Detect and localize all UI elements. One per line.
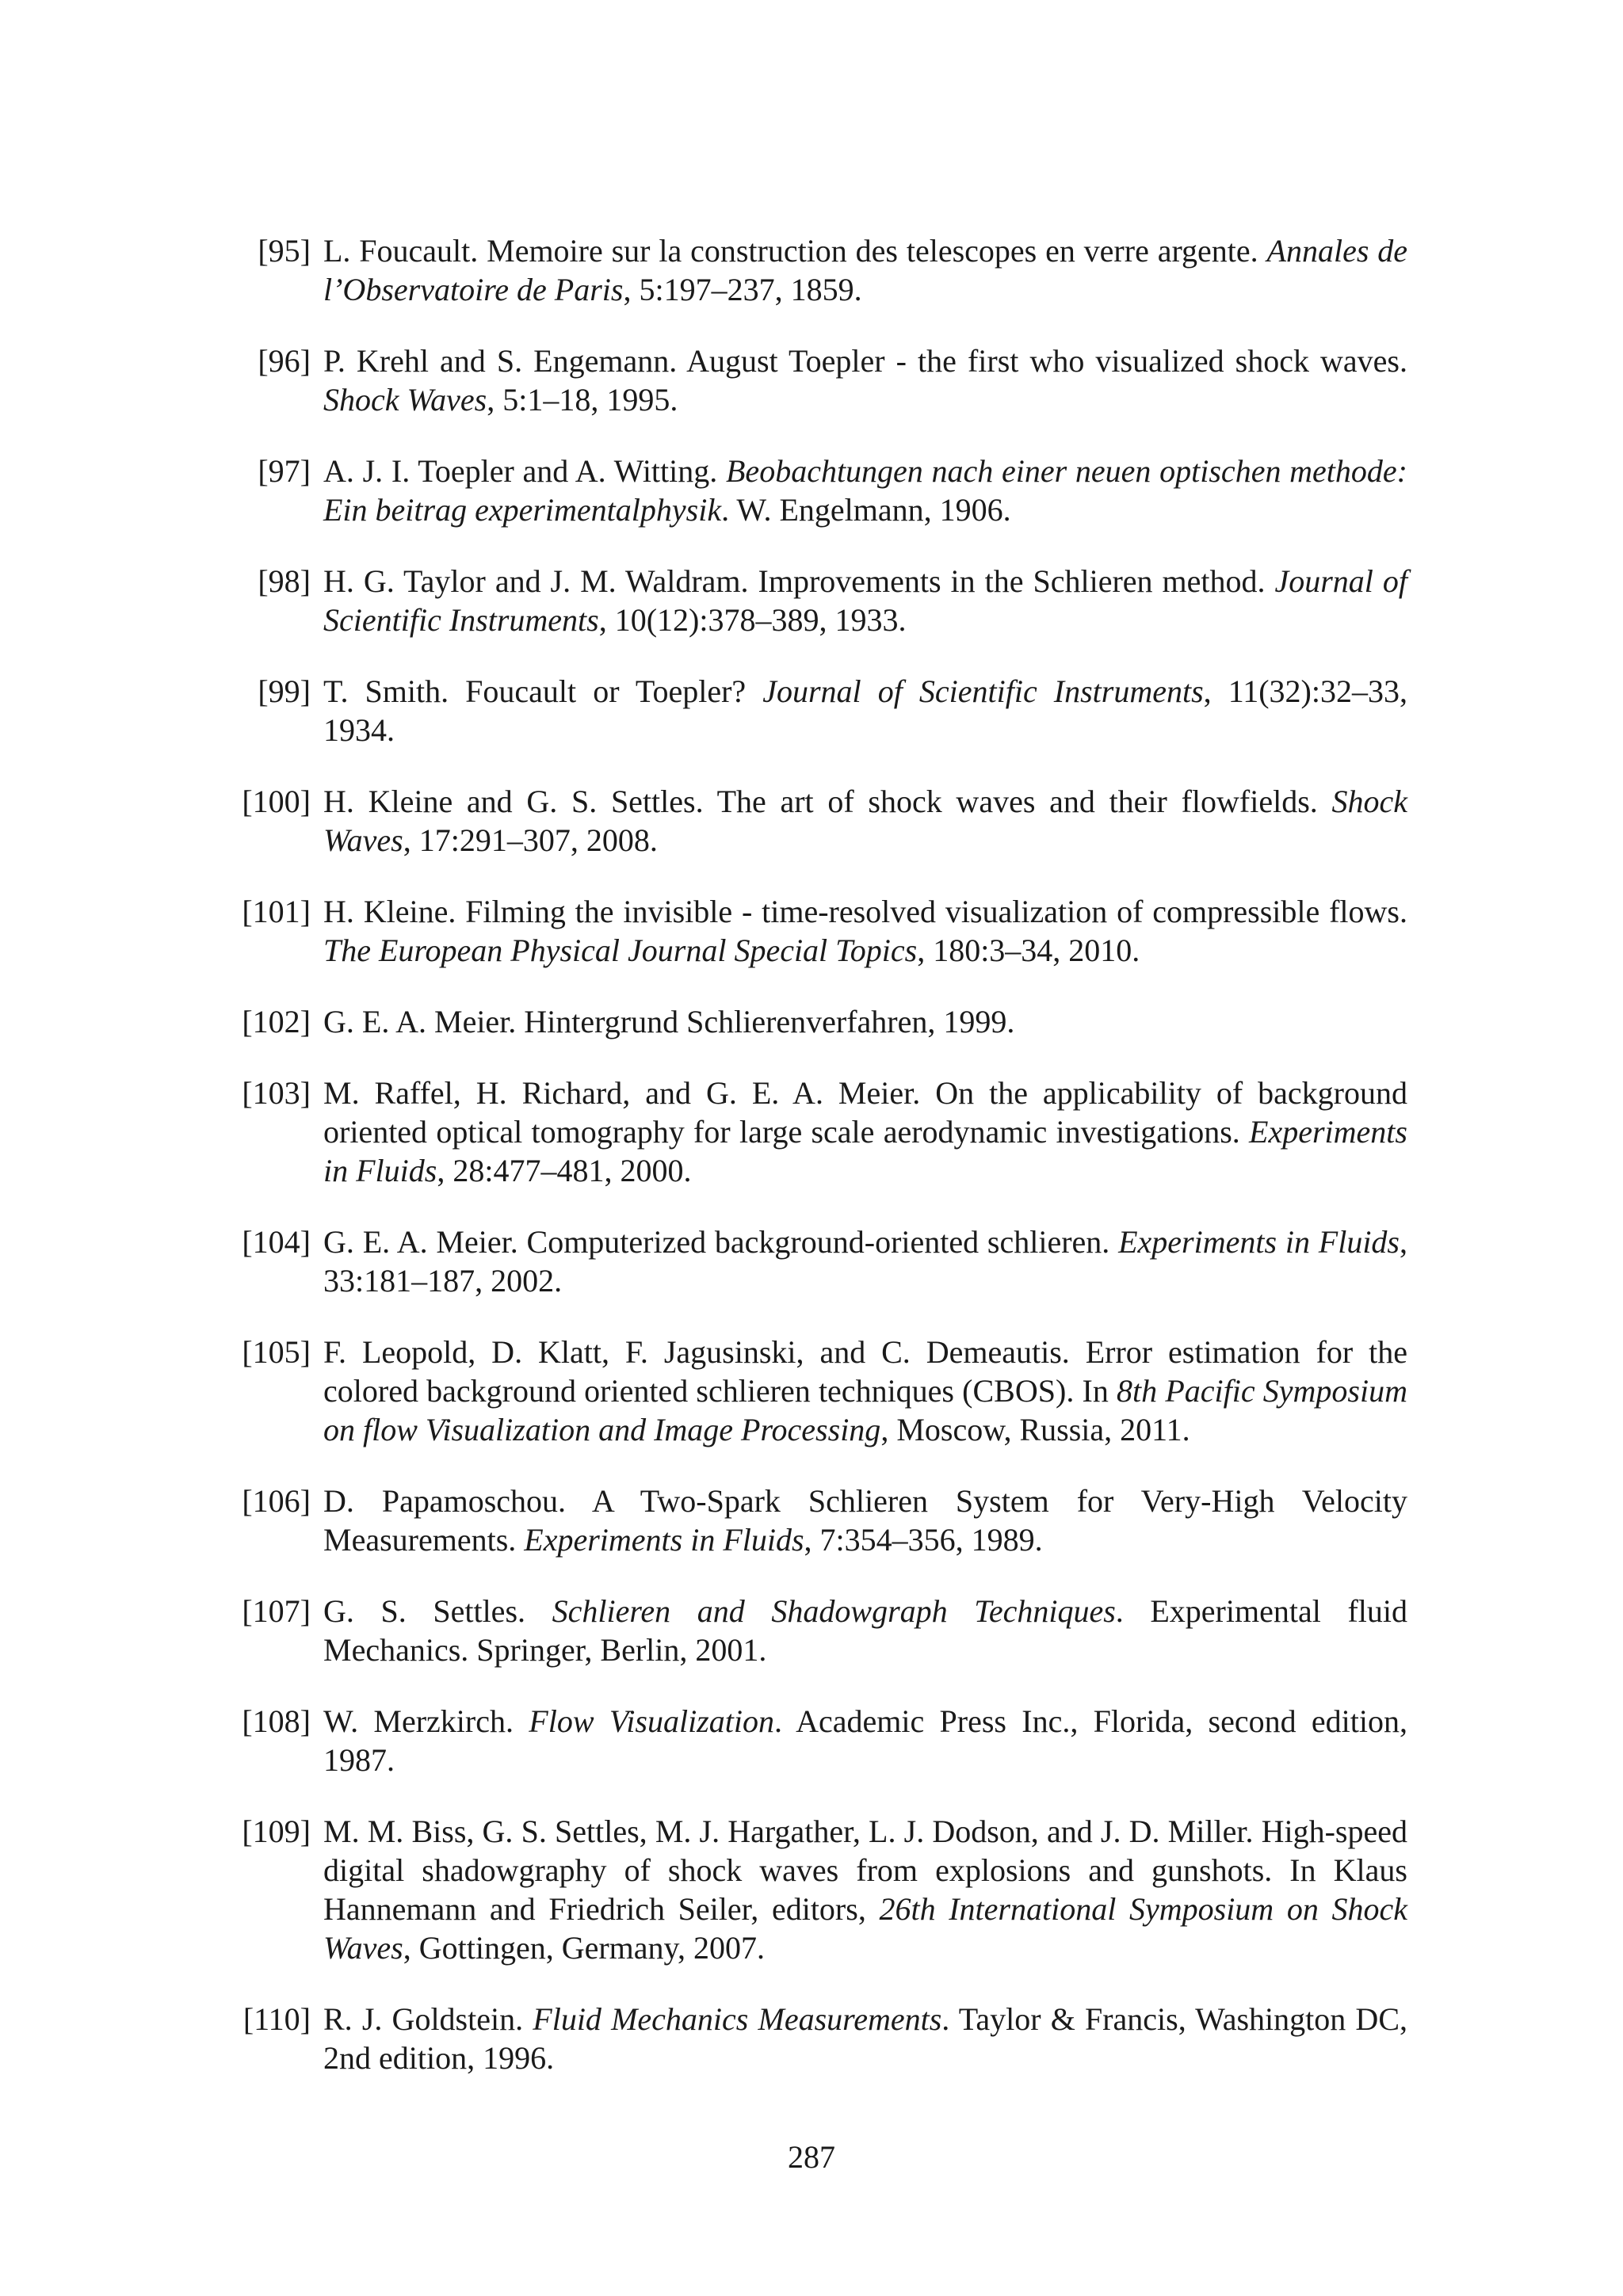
reference-text-segment: . Taylor & Francis, Washington DC, 2nd edition, 1996. [323, 2001, 1407, 2076]
reference-text-segment: , 5:1–18, 1995. [487, 382, 678, 418]
reference-text-segment: , 28:477–481, 2000. [437, 1153, 692, 1188]
reference-entry [238, 1333, 1407, 1449]
reference-text-segment: . W. Engelmann, 1906. [721, 492, 1011, 528]
reference-source-title: Experiments in Fluids [323, 1114, 1407, 1188]
reference-source-title: 26th International Symposium on Shock Waves [323, 1891, 1408, 1966]
reference-text [323, 784, 1407, 858]
reference-source-title: Journal of Scientific Instruments [323, 563, 1408, 638]
reference-text-segment: D. Papamoschou. A Two-Spark Schlieren System for Very-High Velocity Measurements. [323, 1483, 1407, 1558]
reference-text-segment: , 5:197–237, 1859. [623, 272, 862, 307]
reference-text-segment: H. G. Taylor and J. M. Waldram. Improvements in the Schlieren method. [323, 563, 1275, 599]
reference-entry [238, 1812, 1407, 1967]
reference-entry [238, 231, 1407, 309]
reference-text-segment: , 17:291–307, 2008. [403, 822, 658, 858]
reference-number: [110] [242, 2001, 311, 2037]
page-number: 287 [788, 2139, 835, 2175]
reference-number: [97] [258, 453, 311, 489]
reference-number: [99] [258, 673, 311, 709]
reference-text-segment: T. Smith. Foucault or Toepler? [323, 673, 763, 709]
reference-text [323, 343, 1407, 418]
reference-text-segment: , Moscow, Russia, 2011. [880, 1412, 1190, 1447]
reference-number: [96] [258, 343, 311, 379]
reference-text-segment: G. S. Settles. [323, 1593, 552, 1629]
reference-source-title: Journal of Scientific Instruments [762, 673, 1204, 709]
reference-number: [104] [242, 1224, 311, 1260]
reference-source-title: Flow Visualization [529, 1703, 774, 1739]
reference-number: [103] [242, 1075, 311, 1111]
reference-entry [238, 2000, 1407, 2077]
reference-list [238, 231, 1407, 2110]
reference-text [323, 1334, 1407, 1447]
reference-number: [95] [258, 233, 311, 269]
reference-text-segment: P. Krehl and S. Engemann. August Toepler - the first who visualized shock waves. [323, 343, 1407, 379]
reference-entry [238, 341, 1407, 419]
reference-entry [238, 1702, 1407, 1779]
reference-number: [101] [242, 894, 311, 929]
reference-text [323, 2001, 1407, 2076]
reference-text [323, 1224, 1407, 1299]
reference-source-title: 8th Pacific Symposium on flow Visualization and Image Processing [323, 1373, 1407, 1447]
reference-text [323, 563, 1407, 638]
reference-text [323, 1075, 1407, 1188]
reference-entry [238, 672, 1407, 749]
reference-text-segment: , 11(32):32–33, 1934. [323, 673, 1407, 748]
reference-text [323, 673, 1407, 748]
reference-text [323, 1483, 1407, 1558]
reference-text [323, 1004, 1014, 1039]
reference-text-segment: A. J. I. Toepler and A. Witting. [323, 453, 726, 489]
reference-number: [98] [258, 563, 311, 599]
reference-entry [238, 1482, 1407, 1559]
reference-number: [107] [242, 1593, 311, 1629]
reference-text-segment: W. Merzkirch. [323, 1703, 529, 1739]
reference-number: [102] [242, 1004, 311, 1039]
reference-entry [238, 1592, 1407, 1669]
reference-text-segment: F. Leopold, D. Klatt, F. Jagusinski, and C. Demeautis. Error estimation for the colored background oriented schlieren techniques (CBOS). In [323, 1334, 1407, 1409]
reference-entry [238, 1074, 1407, 1190]
reference-text-segment: . Academic Press Inc., Florida, second edition, 1987. [323, 1703, 1407, 1778]
reference-source-title: Experiments in Fluids [524, 1522, 804, 1558]
reference-number: [100] [242, 784, 311, 819]
reference-number: [105] [242, 1334, 311, 1370]
reference-number: [109] [242, 1814, 311, 1849]
reference-text-segment: H. Kleine and G. S. Settles. The art of shock waves and their flowfields. [323, 784, 1332, 819]
reference-text [323, 894, 1407, 968]
reference-source-title: Schlieren and Shadowgraph Techniques [552, 1593, 1116, 1629]
reference-source-title: Experiments in Fluids [1118, 1224, 1400, 1260]
reference-number: [108] [242, 1703, 311, 1739]
reference-entry [238, 892, 1407, 970]
reference-text-segment: , 7:354–356, 1989. [804, 1522, 1043, 1558]
reference-text-segment: G. E. A. Meier. Hintergrund Schlierenverfahren, 1999. [323, 1004, 1015, 1039]
reference-entry [238, 1002, 1407, 1041]
reference-source-title: Annales de l’Observatoire de Paris [323, 233, 1408, 307]
reference-entry [238, 1222, 1407, 1300]
reference-source-title: Shock Waves [323, 382, 487, 418]
reference-text [323, 1703, 1407, 1778]
reference-text [323, 453, 1407, 528]
reference-text-segment: , 33:181–187, 2002. [323, 1224, 1407, 1299]
reference-text-segment: M. M. Biss, G. S. Settles, M. J. Hargather, L. J. Dodson, and J. D. Miller. High-speed digital shadowgraphy of shock waves from explosions and gunshots. In Klaus Hannemann and Friedrich Seiler, editors, [323, 1814, 1407, 1927]
reference-entry [238, 782, 1407, 860]
reference-text-segment: L. Foucault. Memoire sur la construction des telescopes en verre argente. [323, 233, 1267, 269]
reference-text [323, 233, 1407, 307]
reference-text-segment: M. Raffel, H. Richard, and G. E. A. Meier. On the applicability of background oriented optical tomography for large scale aerodynamic investigations. [323, 1075, 1407, 1150]
reference-entry [238, 562, 1407, 639]
reference-entry [238, 452, 1407, 529]
reference-text-segment: , 180:3–34, 2010. [917, 933, 1140, 968]
reference-text [323, 1593, 1407, 1668]
reference-source-title: Beobachtungen nach einer neuen optischen methode: Ein beitrag experimentalphysik [323, 453, 1407, 528]
reference-text-segment: H. Kleine. Filming the invisible - time-resolved visualization of compressible flows. [323, 894, 1407, 929]
reference-text-segment: R. J. Goldstein. [323, 2001, 533, 2037]
reference-source-title: Shock Waves [323, 784, 1407, 858]
reference-text [323, 1814, 1407, 1966]
reference-number: [106] [242, 1483, 311, 1519]
reference-text-segment: , Gottingen, Germany, 2007. [403, 1930, 765, 1966]
reference-source-title: Fluid Mechanics Measurements [533, 2001, 942, 2037]
reference-text-segment: G. E. A. Meier. Computerized background-oriented schlieren. [323, 1224, 1119, 1260]
reference-source-title: The European Physical Journal Special Topics [323, 933, 918, 968]
reference-text-segment: . Experimental fluid Mechanics. Springer, Berlin, 2001. [323, 1593, 1407, 1668]
reference-text-segment: , 10(12):378–389, 1933. [598, 602, 907, 638]
